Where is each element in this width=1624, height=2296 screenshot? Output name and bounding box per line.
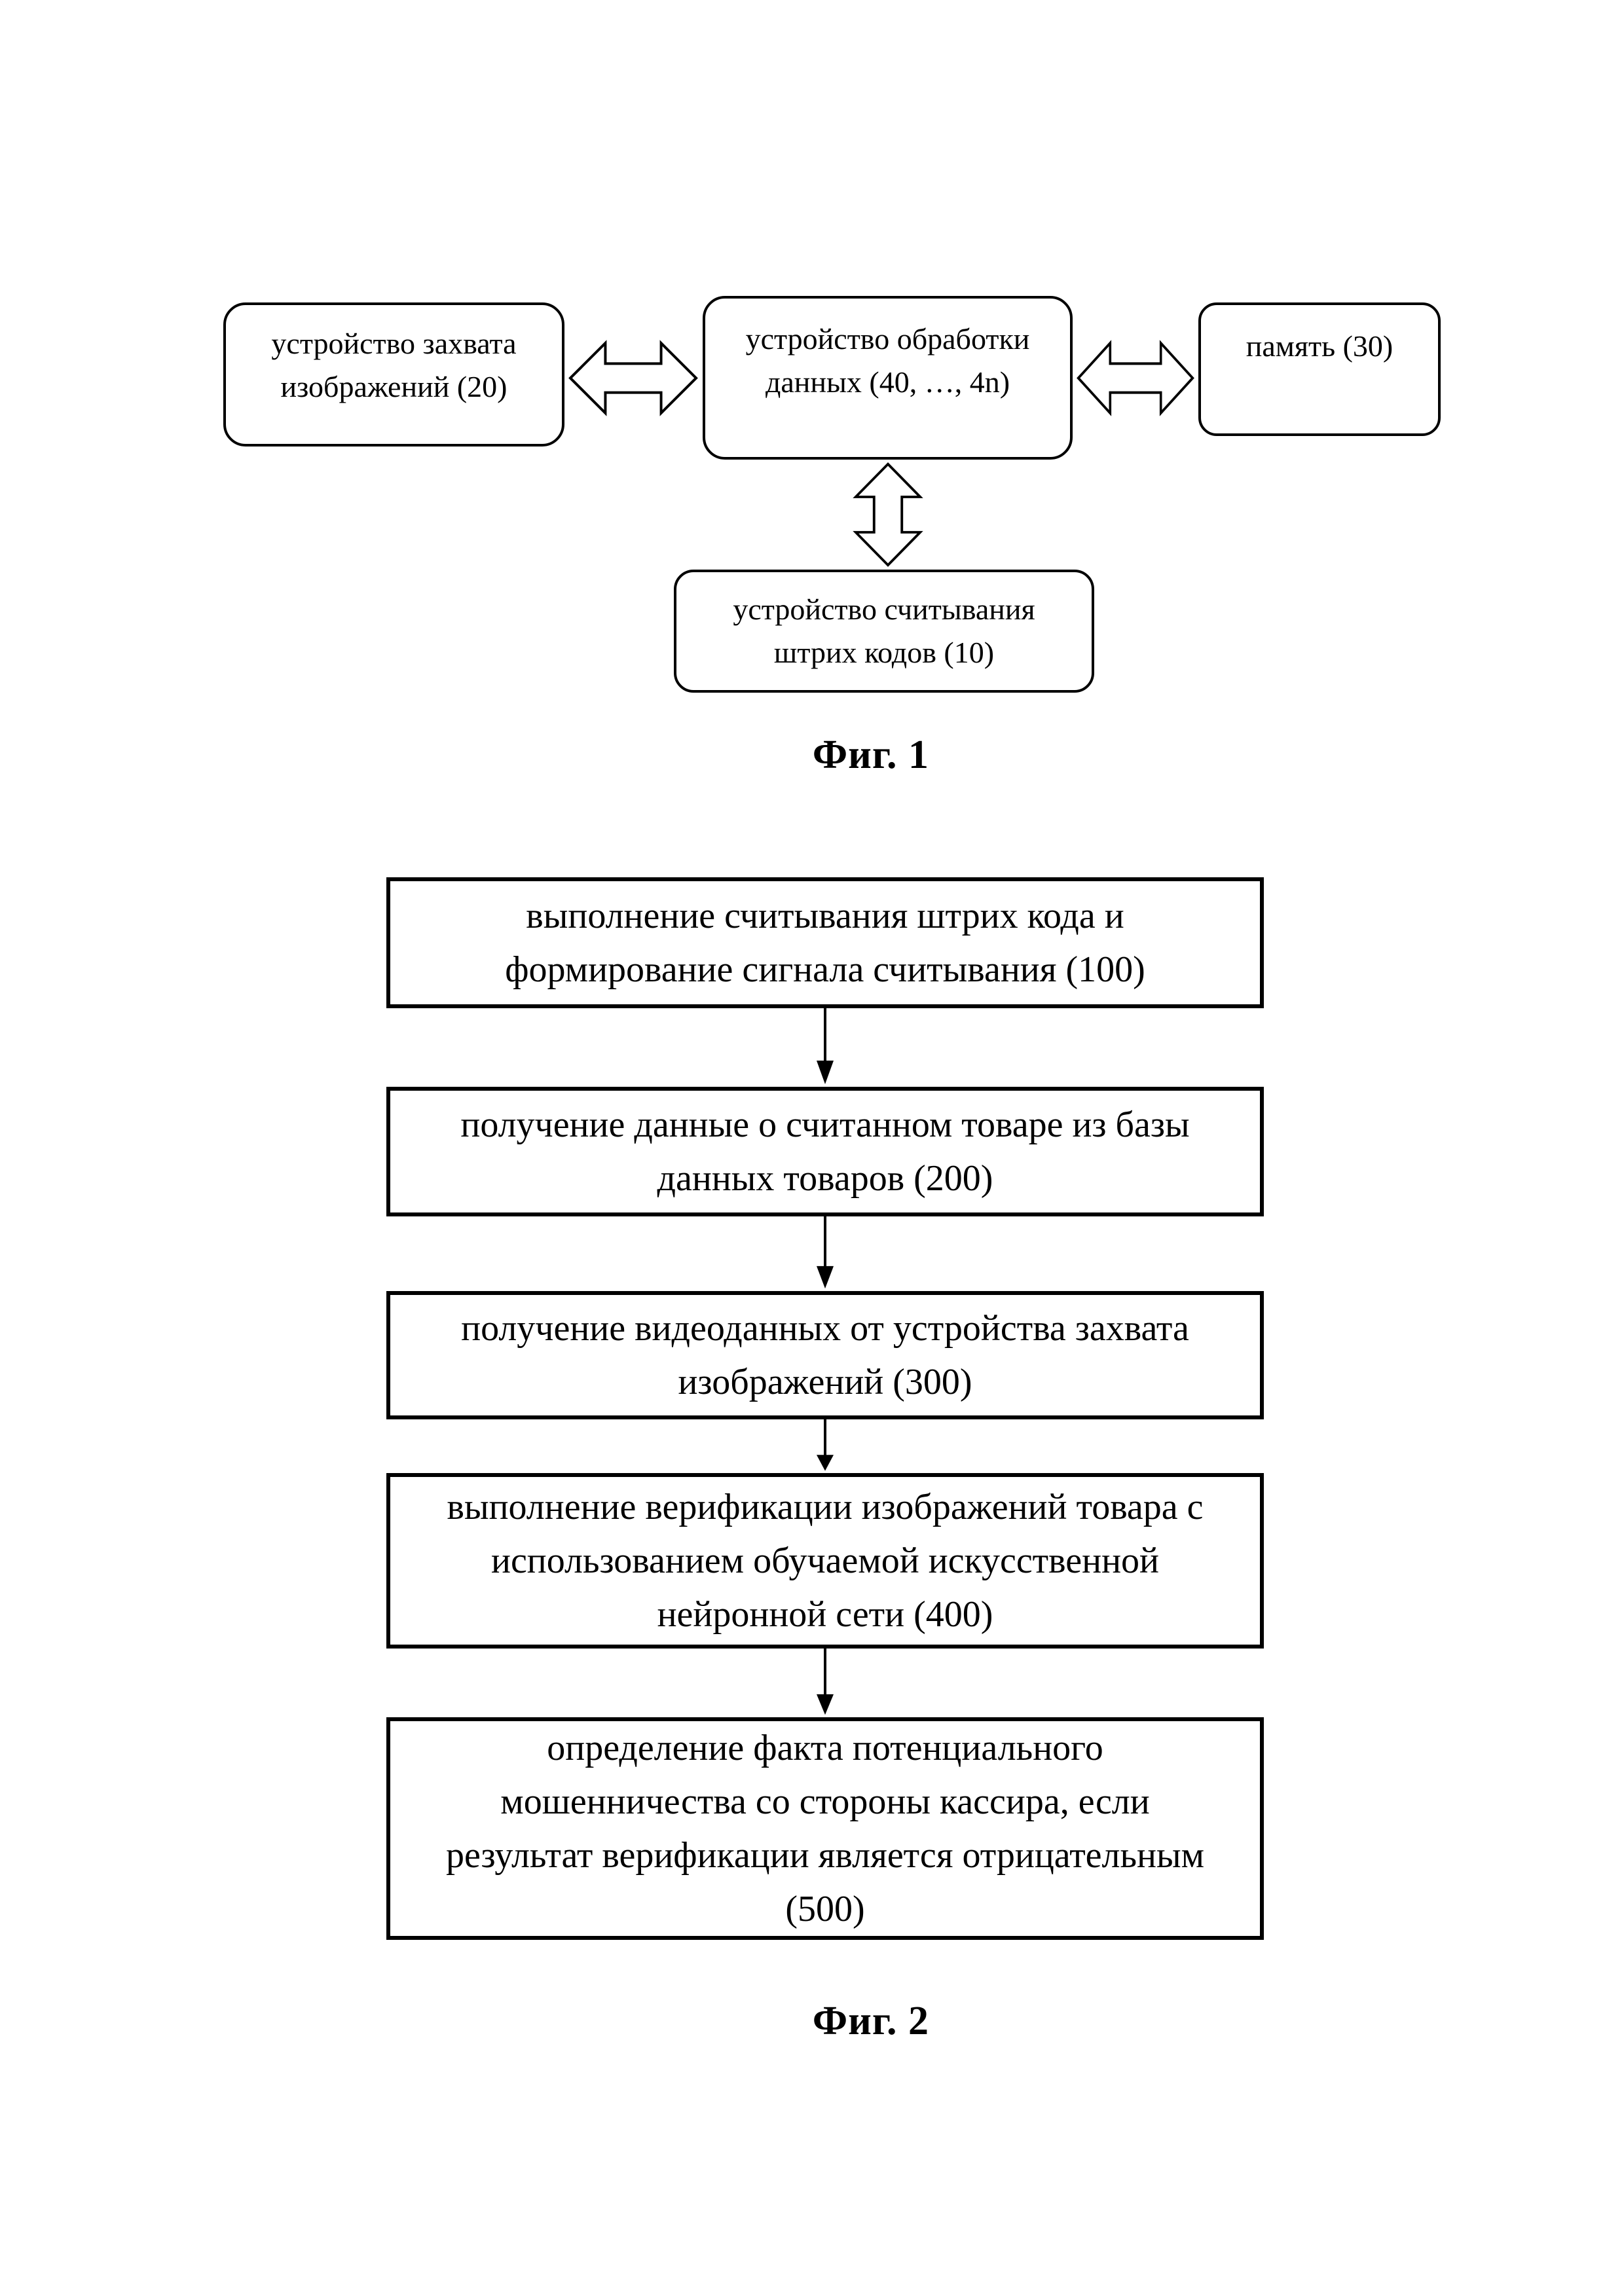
step-text-line: выполнение считывания штрих кода и — [526, 896, 1124, 936]
node-text-line: штрих кодов (10) — [773, 636, 995, 669]
step-text-line: определение факта потенциального — [547, 1728, 1103, 1768]
flow-step-300 — [386, 1291, 1264, 1419]
step-text-line: данных товаров (200) — [657, 1158, 993, 1199]
fig2-caption: Фиг. 2 — [812, 1999, 930, 2043]
double-arrow-horizontal-icon — [568, 334, 698, 423]
node-text-line: память (30) — [1246, 329, 1393, 363]
flow-arrow-down-icon — [815, 1419, 836, 1472]
step-text-line: получение видеоданных от устройства захвата — [461, 1308, 1189, 1349]
fig1-node-image-capture-device — [223, 302, 564, 446]
fig1-node-barcode-reader — [674, 570, 1094, 693]
step-text-line: использованием обучаемой искусственной — [490, 1540, 1160, 1581]
step-text-line: мошенничества со стороны кассира, если — [500, 1781, 1150, 1822]
fig1-caption: Фиг. 1 — [812, 733, 930, 777]
node-text-line: устройство обработки — [745, 322, 1030, 355]
node-text-line: устройство захвата — [271, 327, 517, 360]
node-text-line: данных (40, …, 4n) — [765, 365, 1010, 399]
flow-step-500 — [386, 1717, 1264, 1940]
fig1-node-data-processing-device — [703, 296, 1073, 460]
node-text-line: изображений (20) — [280, 370, 507, 403]
double-arrow-vertical-icon — [851, 462, 925, 567]
double-arrow-horizontal-icon — [1077, 334, 1194, 423]
flow-arrow-down-icon — [815, 1649, 836, 1716]
step-text-line: (500) — [785, 1889, 865, 1929]
step-text-line: нейронной сети (400) — [657, 1594, 993, 1635]
flow-step-200 — [386, 1087, 1264, 1216]
flow-step-400 — [386, 1473, 1264, 1649]
flow-arrow-down-icon — [815, 1216, 836, 1290]
node-text-line: устройство считывания — [733, 592, 1035, 626]
step-text-line: получение данные о считанном товаре из базы — [460, 1104, 1190, 1145]
step-text-line: выполнение верификации изображений товара с — [447, 1487, 1204, 1527]
fig1-node-memory — [1198, 302, 1441, 436]
step-text-line: результат верификации является отрицательным — [445, 1835, 1205, 1876]
flow-arrow-down-icon — [815, 1008, 836, 1085]
flow-step-100 — [386, 877, 1264, 1008]
step-text-line: формирование сигнала считывания (100) — [505, 949, 1145, 990]
step-text-line: изображений (300) — [678, 1362, 972, 1402]
